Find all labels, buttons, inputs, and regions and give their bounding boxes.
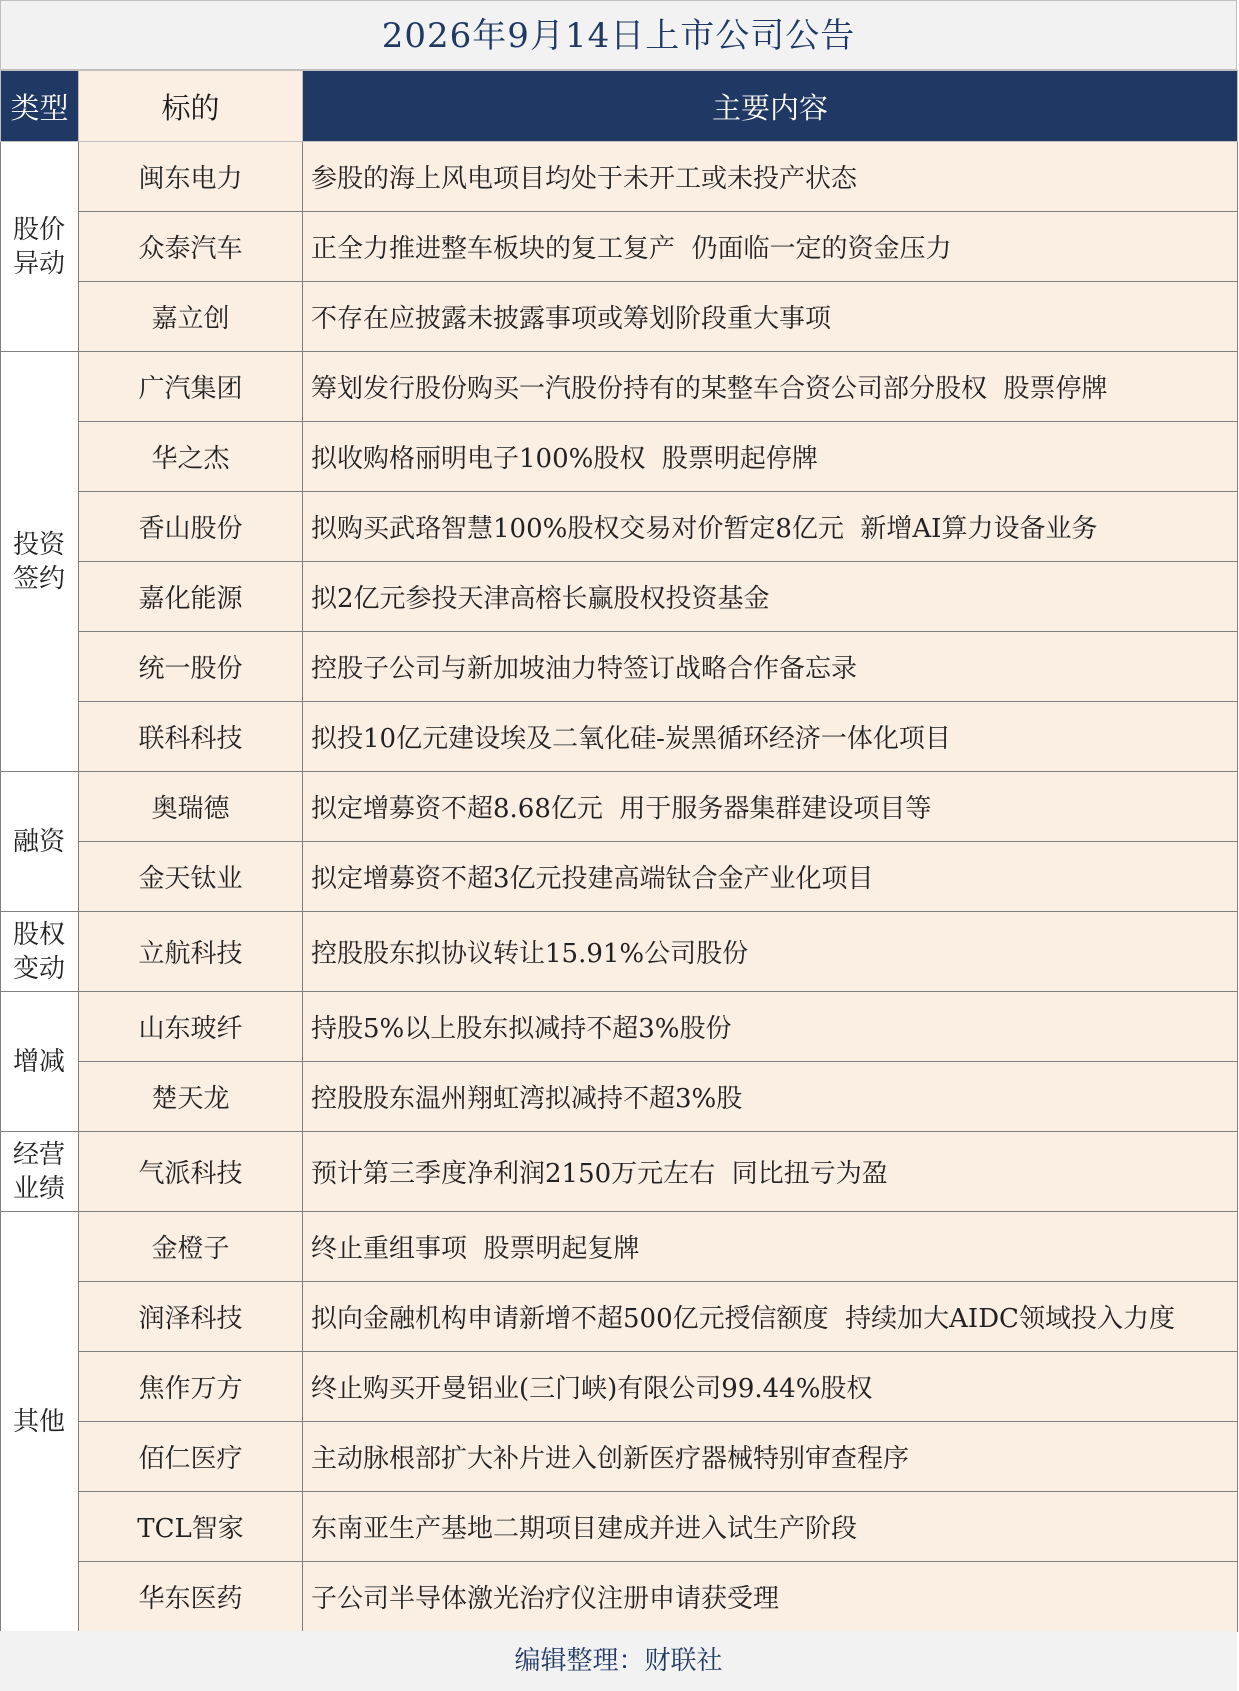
header-target: 标的 <box>79 71 303 142</box>
content-cell: 不存在应披露未披露事项或筹划阶段重大事项 <box>303 282 1238 352</box>
table-row <box>1 422 1238 492</box>
table-row <box>1 492 1238 562</box>
table-header-row <box>1 71 1238 142</box>
target-cell: 联科科技 <box>79 702 303 772</box>
table-row <box>1 1062 1238 1132</box>
target-cell: 焦作万方 <box>79 1352 303 1422</box>
table-row <box>1 632 1238 702</box>
category-cell: 投资 签约 <box>1 352 79 772</box>
target-cell: 气派科技 <box>79 1132 303 1212</box>
table-row <box>1 1352 1238 1422</box>
content-cell: 持股5%以上股东拟减持不超3%股份 <box>303 992 1238 1062</box>
content-cell: 拟2亿元参投天津高榕长赢股权投资基金 <box>303 562 1238 632</box>
target-cell: 嘉立创 <box>79 282 303 352</box>
target-cell: 闽东电力 <box>79 142 303 212</box>
target-cell: 众泰汽车 <box>79 212 303 282</box>
table-body <box>1 142 1238 1632</box>
table-row <box>1 352 1238 422</box>
content-cell: 拟定增募资不超8.68亿元 用于服务器集群建设项目等 <box>303 772 1238 842</box>
content-cell: 控股股东拟协议转让15.91%公司股份 <box>303 912 1238 992</box>
target-cell: 统一股份 <box>79 632 303 702</box>
target-cell: 华东医药 <box>79 1562 303 1632</box>
table-row <box>1 142 1238 212</box>
target-cell: 奥瑞德 <box>79 772 303 842</box>
target-cell: 佰仁医疗 <box>79 1422 303 1492</box>
table-row <box>1 1212 1238 1282</box>
table-row <box>1 992 1238 1062</box>
content-cell: 拟向金融机构申请新增不超500亿元授信额度 持续加大AIDC领域投入力度 <box>303 1282 1238 1352</box>
target-cell: 润泽科技 <box>79 1282 303 1352</box>
category-cell: 股价 异动 <box>1 142 79 352</box>
table-row <box>1 842 1238 912</box>
content-cell: 主动脉根部扩大补片进入创新医疗器械特别审查程序 <box>303 1422 1238 1492</box>
content-cell: 子公司半导体激光治疗仪注册申请获受理 <box>303 1562 1238 1632</box>
target-cell: 金天钛业 <box>79 842 303 912</box>
table-row <box>1 562 1238 632</box>
category-cell: 股权 变动 <box>1 912 79 992</box>
target-cell: TCL智家 <box>79 1492 303 1562</box>
table-row <box>1 702 1238 772</box>
content-cell: 终止购买开曼铝业(三门峡)有限公司99.44%股权 <box>303 1352 1238 1422</box>
table-row <box>1 282 1238 352</box>
target-cell: 楚天龙 <box>79 1062 303 1132</box>
category-cell: 增减 <box>1 992 79 1132</box>
content-cell: 拟投10亿元建设埃及二氧化硅-炭黑循环经济一体化项目 <box>303 702 1238 772</box>
content-cell: 拟定增募资不超3亿元投建高端钛合金产业化项目 <box>303 842 1238 912</box>
content-cell: 拟收购格丽明电子100%股权 股票明起停牌 <box>303 422 1238 492</box>
content-cell: 东南亚生产基地二期项目建成并进入试生产阶段 <box>303 1492 1238 1562</box>
content-cell: 控股股东温州翔虹湾拟减持不超3%股 <box>303 1062 1238 1132</box>
header-type: 类型 <box>1 71 79 142</box>
table-row <box>1 1282 1238 1352</box>
footer-credit: 编辑整理：财联社 <box>0 1631 1237 1691</box>
content-cell: 控股子公司与新加坡油力特签订战略合作备忘录 <box>303 632 1238 702</box>
category-cell: 其他 <box>1 1212 79 1632</box>
target-cell: 嘉化能源 <box>79 562 303 632</box>
target-cell: 立航科技 <box>79 912 303 992</box>
table-row <box>1 912 1238 992</box>
content-cell: 拟购买武珞智慧100%股权交易对价暂定8亿元 新增AI算力设备业务 <box>303 492 1238 562</box>
content-cell: 终止重组事项 股票明起复牌 <box>303 1212 1238 1282</box>
content-cell: 正全力推进整车板块的复工复产 仍面临一定的资金压力 <box>303 212 1238 282</box>
target-cell: 广汽集团 <box>79 352 303 422</box>
announcement-table <box>0 70 1238 1632</box>
table-row <box>1 1422 1238 1492</box>
page-title: 2026年9月14日上市公司公告 <box>0 0 1237 70</box>
target-cell: 香山股份 <box>79 492 303 562</box>
header-content: 主要内容 <box>303 71 1238 142</box>
target-cell: 华之杰 <box>79 422 303 492</box>
table-row <box>1 1492 1238 1562</box>
content-cell: 参股的海上风电项目均处于未开工或未投产状态 <box>303 142 1238 212</box>
content-cell: 筹划发行股份购买一汽股份持有的某整车合资公司部分股权 股票停牌 <box>303 352 1238 422</box>
table-row <box>1 1562 1238 1632</box>
table-row <box>1 1132 1238 1212</box>
target-cell: 山东玻纤 <box>79 992 303 1062</box>
table-row <box>1 212 1238 282</box>
content-cell: 预计第三季度净利润2150万元左右 同比扭亏为盈 <box>303 1132 1238 1212</box>
target-cell: 金橙子 <box>79 1212 303 1282</box>
category-cell: 融资 <box>1 772 79 912</box>
table-row <box>1 772 1238 842</box>
category-cell: 经营 业绩 <box>1 1132 79 1212</box>
